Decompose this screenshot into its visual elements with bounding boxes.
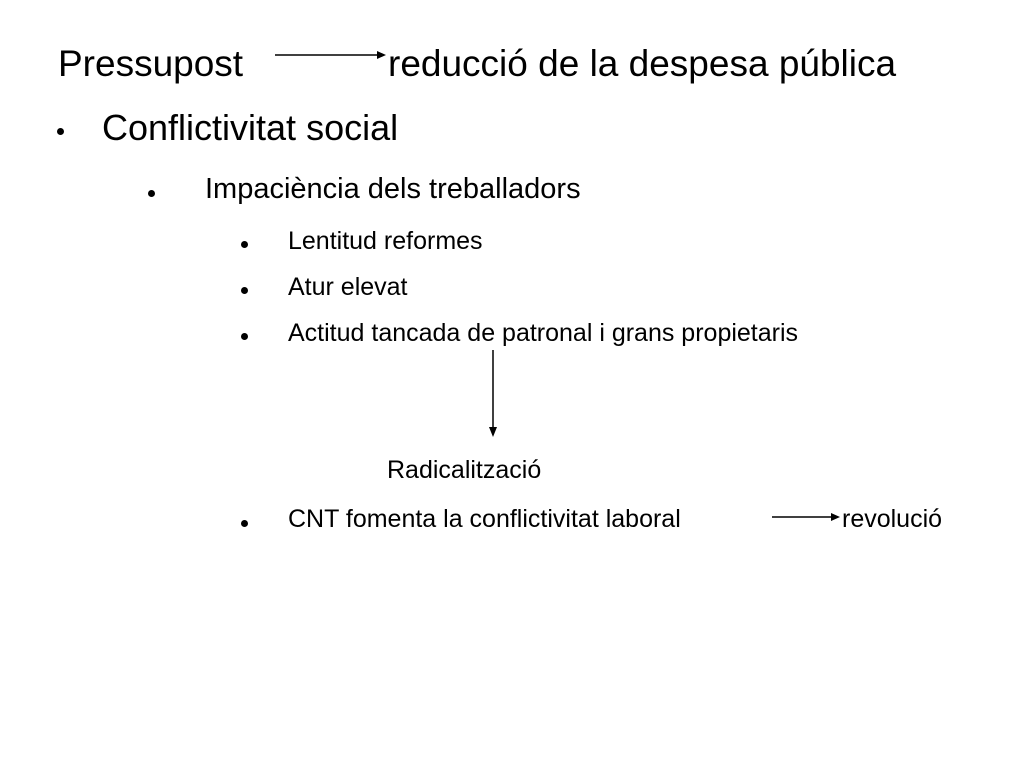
bullet-cnt [241, 520, 248, 527]
result-text: Radicalització [387, 456, 542, 484]
bullet-level2 [148, 190, 155, 197]
level1-text: Conflictivitat social [102, 107, 399, 148]
level3-item-1: Lentitud reformes [288, 227, 483, 255]
cnt-right-text: revolució [842, 505, 943, 533]
heading-left: Pressupost [58, 43, 244, 84]
heading-arrow [275, 51, 386, 59]
bullet-level3-1 [241, 241, 248, 248]
bullet-level3-3 [241, 333, 248, 340]
cnt-arrow [772, 513, 840, 521]
bullet-level1 [57, 128, 64, 135]
heading-right: reducció de la despesa pública [388, 43, 897, 84]
bullet-level3-2 [241, 287, 248, 294]
level2-text: Impaciència dels treballadors [205, 173, 581, 205]
down-arrow [489, 350, 497, 437]
level3-item-2: Atur elevat [288, 273, 408, 301]
level3-item-3: Actitud tancada de patronal i grans propietaris [288, 319, 799, 347]
cnt-left-text: CNT fomenta la conflictivitat laboral [288, 505, 681, 533]
